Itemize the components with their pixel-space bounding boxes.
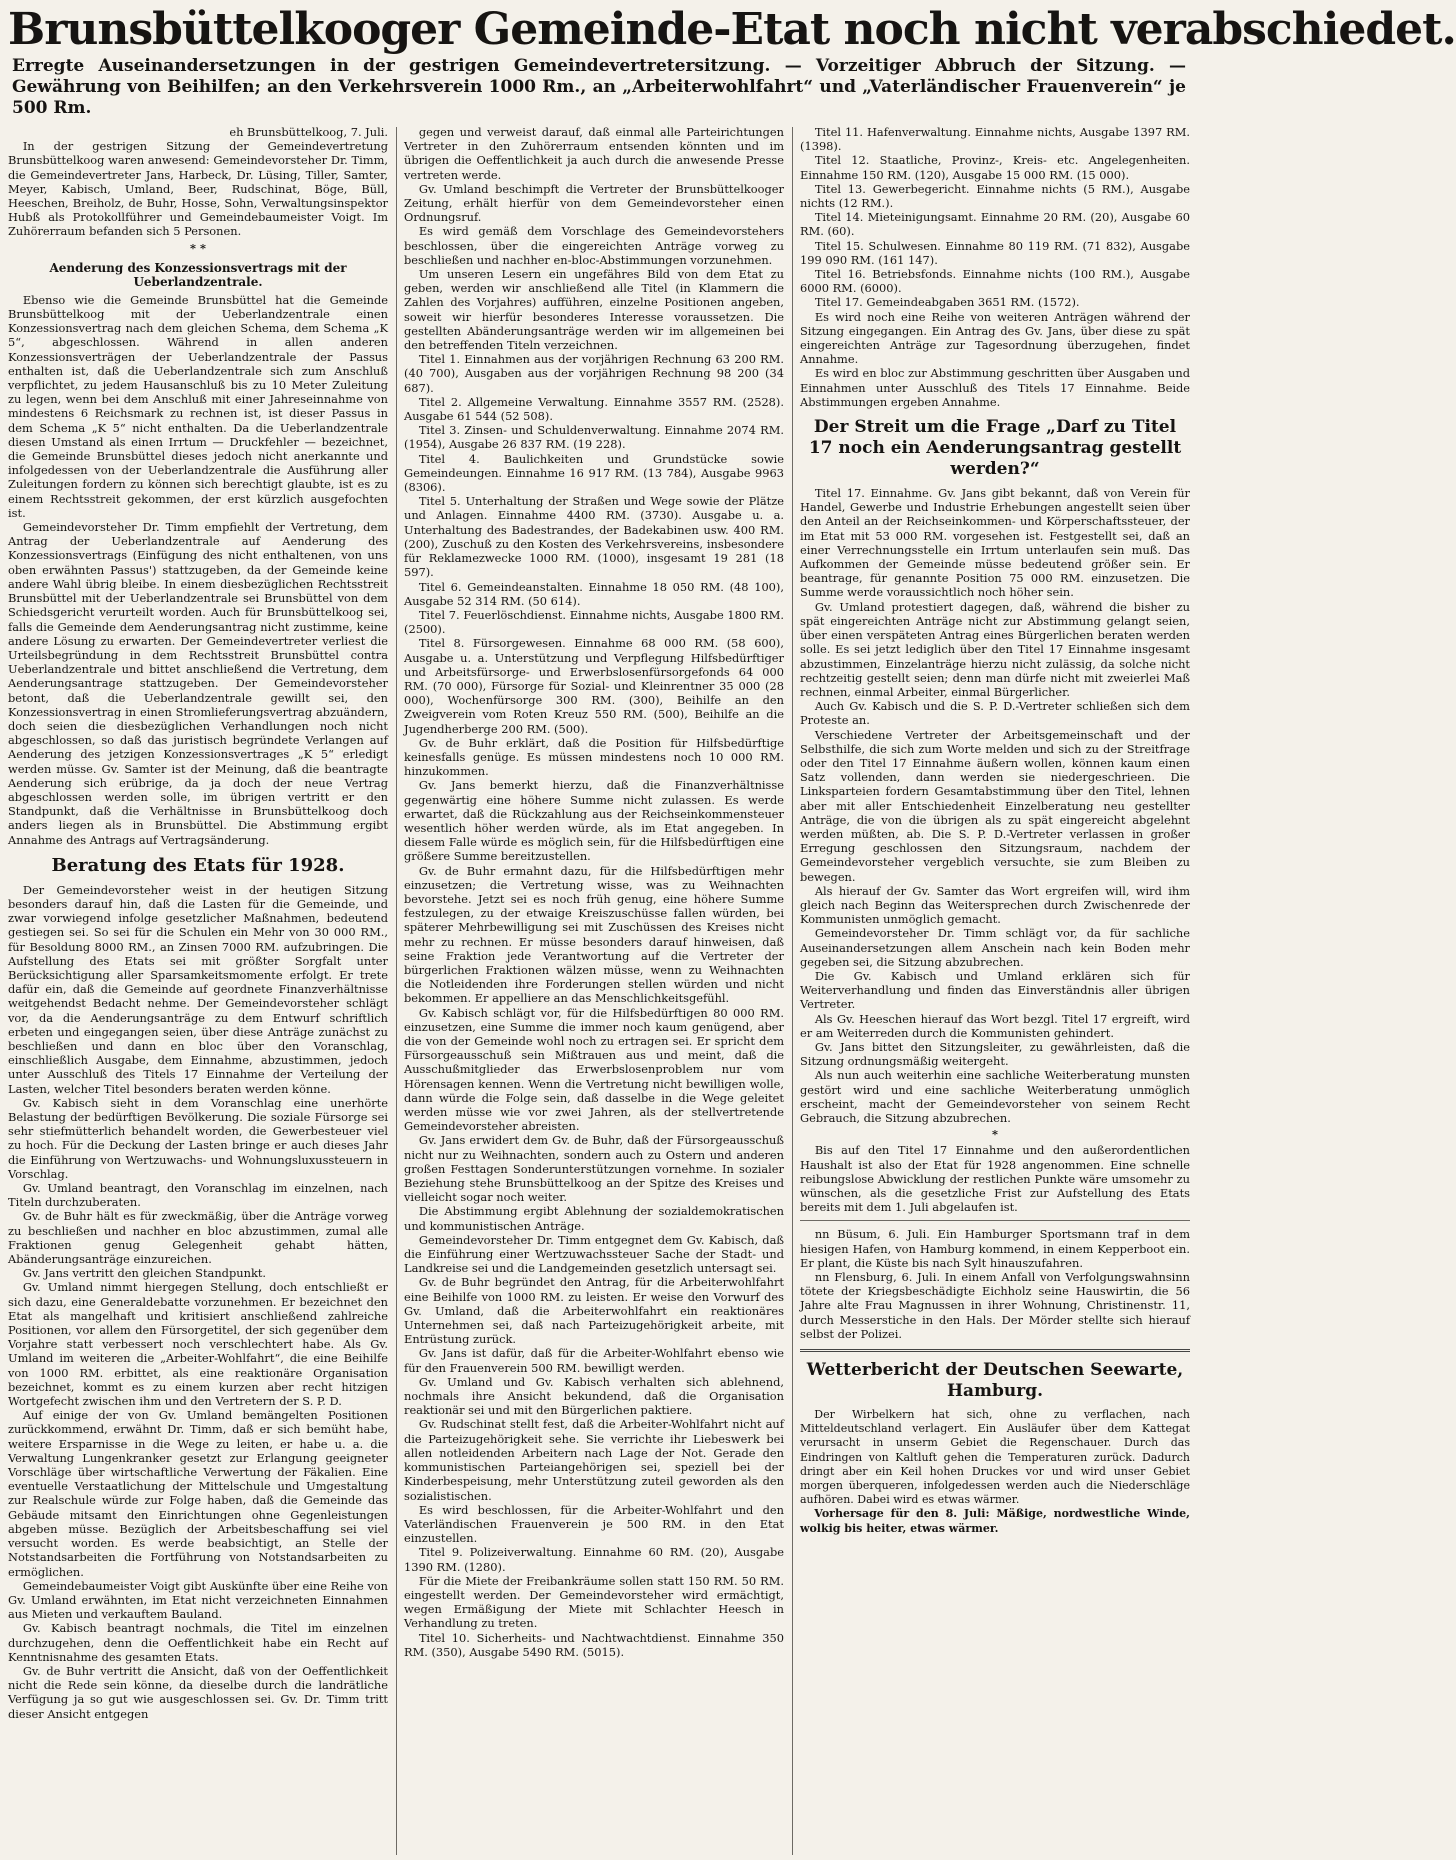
- paragraph: Gemeindevorsteher Dr. Timm schlägt vor, da für sachliche Auseinandersetzungen allem Anschein nach kein Boden mehr gegeben sei, die Sitzung abzubrechen.: [800, 926, 1190, 969]
- paragraph: Gv. Jans erwidert dem Gv. de Buhr, daß der Fürsorgeausschuß nicht nur zu Weihnachten, sondern auch zu Ostern und anderen großen Festtagen Sonderunterstützungen vornehme. In sozialer Beziehung stehe Brunsbüttelkoog an der Spitze des Kreises und vielleicht sogar noch weiter.: [404, 1133, 784, 1205]
- paragraph: Gv. Rudschinat stellt fest, daß die Arbeiter-Wohlfahrt nicht auf die Parteizugehörigkeit sehe. Sie verrichte ihr Liebeswerk bei allen notleidenden Arbeitern nach Lage der Not. Gerade den kommunistischen Parteiangehörigen sei, speziell bei der Kinderbespeisung, mehr Unterstützung zuteil geworden als den sozialistischen.: [404, 1417, 784, 1503]
- separator: [800, 1220, 1190, 1221]
- paragraph: Gv. Jans vertritt den gleichen Standpunkt.: [22, 1266, 267, 1281]
- paragraph: Gv. Kabisch sieht in dem Voranschlag eine unerhörte Belastung der bedürftigen Bevölkerung. Die soziale Fürsorge sei sehr stiefmütterlich behandelt worden, die Gewerbesteuer viel zu hoch. Für die Deckung der Lasten bringe er auch dieses Jahr die Einführung von Wertzuwachs- und Wohnungsluxussteuern in Vorschlag.: [8, 1095, 388, 1181]
- budget-title-item: Titel 4. Baulichkeiten und Grundstücke sowie Gemeindeungen. Einnahme 16 917 RM. (13 784), Ausgabe 9963 (8306).: [404, 451, 784, 495]
- section-title-dispute: Der Streit um die Frage „Darf zu Titel 17 noch ein Aenderungsantrag gestellt werden?“: [808, 417, 1182, 480]
- paragraph: gegen und verweist darauf, daß einmal alle Parteirichtungen Vertreter in den Zuhörerraum entsenden könnten und im übrigen die Oeffentlichkeit ja auch durch die anwesende Presse vertreten werde.: [404, 125, 784, 182]
- paragraph: Titel 17. Einnahme. Gv. Jans gibt bekannt, daß von Verein für Handel, Gewerbe und Industrie Erhebungen angestellt seien über den Anteil an der Reichseinkommen- und Körperschaftssteuer, der im Etat mit 53 000 RM. vorgesehen ist. Festgestellt sei, daß an einer Verrechnungsstelle ein Irrtum unterlaufen sein muß. Das Aufkommen der Gemeinde müsse bedeutend größer sein. Er beantrage, für genannte Position 75 000 RM. einzusetzen. Die Summe werde voraussichtlich noch höher sein.: [800, 486, 1190, 600]
- paragraph: Es wird en bloc zur Abstimmung geschritten über Ausgaben und Einnahmen unter Ausschluß des Titels 17 Einnahme. Beide Abstimmungen ergeben Annahme.: [800, 366, 1190, 409]
- column-rule: [396, 127, 397, 1855]
- weather-forecast: Vorhersage für den 8. Juli: Mäßige, nordwestliche Winde, wolkig bis heiter, etwas wärmer.: [800, 1507, 1190, 1535]
- paragraph: Gv. Jans ist dafür, daß für die Arbeiter-Wohlfahrt ebenso wie für den Frauenverein 500 RM. bewilligt werden.: [404, 1346, 784, 1375]
- paragraph: Gv. Umland protestiert dagegen, daß, während die bisher zu spät eingereichten Anträge nicht zur Abstimmung gelangt seien, über einen verspäteten Antrag eines Bürgerlichen beraten werden solle. Es sei jetzt lediglich über den Titel 17 Einnahme insgesamt abzustimmen, Einzelanträge hierzu nicht zulässig, da solche nicht rechtzeitig gestellt seien; denn man dürfe nicht mit zweierlei Maß rechnen, einmal Arbeiter, einmal Bürgerlicher.: [800, 599, 1190, 699]
- budget-title-item: Titel 1. Einnahmen aus der vorjährigen Rechnung 63 200 RM. (40 700), Ausgaben aus der vorjährigen Rechnung 98 200 (34 687).: [404, 352, 784, 395]
- paragraph: Gv. de Buhr ermahnt dazu, für die Hilfsbedürftigen mehr einzusetzen; die Vertretung wisse, was zu Weihnachten bevorstehe. Jetzt sei es noch früh genug, eine höhere Summe festzulegen, zu der etwaige Kreiszuschüsse fallen würden, bei späterer Mehrbewilligung sei mit Zuschüssen des Kreises nicht mehr zu rechnen. Er müsse besonders darauf hinweisen, daß seine Fraktion jede Verantwortung auf die Vertreter der bürgerlichen Fraktionen wälzen müsse, wenn zu Weihnachten die Notleidenden ihre Forderungen stellen würden und nicht bekommen. Er appelliere an das Menschlichkeitsgefühl.: [404, 863, 784, 1006]
- budget-title-item: Titel 14. Mieteinigungsamt. Einnahme 20 RM. (20), Ausgabe 60 RM. (60).: [800, 210, 1190, 239]
- paragraph: Gv. Umland beantragt, den Voranschlag im einzelnen, nach Titeln durchzuberaten.: [8, 1181, 388, 1210]
- paragraph: Gemeindebaumeister Voigt gibt Auskünfte über eine Reihe von Gv. Umland erwähnten, im Etat nicht verzeichneten Einnahmen aus Mieten und verkauftem Bauland.: [8, 1578, 388, 1622]
- budget-title-item: Titel 10. Sicherheits- und Nachtwachtdienst. Einnahme 350 RM. (350), Ausgabe 5490 RM. (5015).: [404, 1630, 784, 1659]
- budget-title-item: Titel 16. Betriebsfonds. Einnahme nichts (100 RM.), Ausgabe 6000 RM. (6000).: [800, 267, 1190, 296]
- weather-title: Wetterbericht der Deutschen Seewarte, Hamburg.: [806, 1360, 1184, 1402]
- paragraph: Gv. Jans bemerkt hierzu, daß die Finanzverhältnisse gegenwärtig eine höhere Summe nicht zulassen. Es werde erwartet, daß die Rückzahlung aus der Reichseinkommensteuer wesentlich höher werden würde, als im Etat angegeben. In diesem Falle würde es möglich sein, für die Hilfsbedürftigen eine größere Summe bereitzustellen.: [404, 778, 784, 864]
- paragraph: Gv. Jans bittet den Sitzungsleiter, zu gewährleisten, daß die Sitzung ordnungsmäßig weitergeht.: [800, 1039, 1190, 1069]
- paragraph: Für die Miete der Freibankräume sollen statt 150 RM. 50 RM. eingestellt werden. Der Gemeindevorsteher wird ermächtigt, wegen Ermäßigung der Miete mit Schlachter Heesch in Verhandlung zu treten.: [404, 1573, 784, 1631]
- section-title-concession: Aenderung des Konzessionsvertrags mit der Ueberlandzentrale.: [49, 260, 347, 289]
- column-1: [8, 125, 388, 1860]
- separator: [800, 1349, 1190, 1352]
- budget-title-item: Titel 3. Zinsen- und Schuldenverwaltung. Einnahme 2074 RM. (1954), Ausgabe 26 837 RM. (19 228).: [404, 423, 784, 452]
- paragraph: Gemeindevorsteher Dr. Timm entgegnet dem Gv. Kabisch, daß die Einführung einer Wertzuwachssteuer Sache der Stadt- und Landkreise sei und die Landgemeinden gesetzlich untersagt sei.: [404, 1232, 784, 1276]
- section-divider: * *: [190, 240, 206, 255]
- article-columns: [8, 125, 1190, 1860]
- paragraph: In der gestrigen Sitzung der Gemeindevertretung Brunsbüttelkoog waren anwesend: Gemeindevorsteher Dr. Timm, die Gemeindevertreter Jans, Harbeck, Dr. Lüsing, Tiller, Samter, Meyer, Kabisch, Umland, Beer, Rudschinat, Böge, Büll, Heeschen, Breiholz, de Buhr, Hosse, Sohn, Verwaltungsinspektor Hubß als Protokollführer und Gemeindebaumeister Voigt. Im Zuhörerraum befanden sich 5 Personen.: [8, 139, 388, 239]
- paragraph: Gv. de Buhr erklärt, daß die Position für Hilfsbedürftige keinesfalls genüge. Es müssen mindestens noch 10 000 RM. hinzukommen.: [404, 735, 784, 779]
- paragraph: Gv. de Buhr begründet den Antrag, für die Arbeiterwohlfahrt eine Beihilfe von 1000 RM. zu leisten. Er weise den Vorwurf des Gv. Umland, daß die Arbeiterwohlfahrt ein reaktionäres Unternehmen sei, daß nach Parteizugehörigkeit arbeite, mit Entrüstung zurück.: [404, 1275, 784, 1347]
- news-item-buesum: nn Büsum, 6. Juli. Ein Hamburger Sportsmann traf in dem hiesigen Hafen, von Hamburg kommend, in einem Kepperboot ein. Er plant, die Küste bis nach Sylt hinauszufahren.: [800, 1227, 1190, 1270]
- budget-title-item: Titel 13. Gewerbegericht. Einnahme nichts (5 RM.), Ausgabe nichts (12 RM.).: [800, 181, 1190, 211]
- paragraph: Gemeindevorsteher Dr. Timm empfiehlt der Vertretung, dem Antrag der Ueberlandzentrale auf Aenderung des Konzessionsvertrags (Einfügung des nicht enthaltenen, von uns oben erwähnten Passus') stattzugeben, da der Gemeinde keine andere Wahl übrig bleibe. In einem diesbezüglichen Rechtsstreit Brunsbüttel mit der Ueberlandzentrale sei Brunsbüttel von dem Schiedsgericht verurteilt worden. Auch für Brunsbüttelkoog sei, falls die Gemeinde dem Aenderungsantrag nicht zustimme, keine andere Lösung zu erwarten. Der Gemeindevertreter verliest die Urteilsbegründung in dem Rechtsstreit Brunsbüttel contra Ueberlandzentrale und bittet anschließend die Vertretung, dem Aenderungsantrage stattzugeben. Der Gemeindevorsteher betont, daß die Ueberlandzentrale gewillt sei, den Konzessionsvertrag in einen Stromlieferungsvertrag abzuändern, doch seien die diesbezüglichen Verhandlungen noch nicht abgeschlossen, so daß das juristisch begründete Verlangen auf Aenderung des jetzigen Konzessionsvertrages „K 5“ erledigt werden müsse. Gv. Samter ist der Meinung, daß die beantragte Aenderung sich erübrige, da ja doch der neue Vertrag abgeschlossen werden solle, im übrigen vertritt er den Standpunkt, daß die Verhältnisse in Brunsbüttelkoog doch anders liegen als in Brunsbüttel. Die Abstimmung ergibt Annahme des Antrags auf Vertragsänderung.: [8, 520, 388, 847]
- paragraph: Die Abstimmung ergibt Ablehnung der sozialdemokratischen und kommunistischen Anträge.: [404, 1204, 784, 1233]
- budget-title-item: Titel 5. Unterhaltung der Straßen und Wege sowie der Plätze und Anlagen. Einnahme 4400 RM. (3730). Ausgabe u. a. Unterhaltung des Badestrandes, der Badekabinen usw. 400 RM. (200), Zuschuß zu den Kosten des Verkehrsvereins, insbesondere für Reklamezwecke 1000 RM. (1000), insgesamt 19 281 (18 597).: [404, 494, 784, 580]
- news-item-flensburg: nn Flensburg, 6. Juli. In einem Anfall von Verfolgungswahnsinn tötete der Kriegsbeschädigte Eichholz seine Hauswirtin, die 56 Jahre alte Frau Magnussen in ihrer Wohnung, Christinenstr. 11, durch Messerstiche in den Hals. Der Mörder stellte sich hierauf selbst der Polizei.: [800, 1270, 1190, 1341]
- column-3: [800, 125, 1190, 1860]
- dateline: eh Brunsbüttelkoog, 7. Juli.: [229, 125, 388, 139]
- paragraph: Gv. de Buhr vertritt die Ansicht, daß von der Oeffentlichkeit nicht die Rede sein könne, da dieselbe durch die landrätliche Verfügung ja so gut wie ausgeschlossen sei. Gv. Dr. Timm tritt dieser Ansicht entgegen: [8, 1663, 388, 1721]
- paragraph: Um unseren Lesern ein ungefähres Bild von dem Etat zu geben, werden wir anschließend alle Titel (in Klammern die Zahlen des Vorjahres) aufführen, einzelne Positionen angeben, soweit wir hierfür besonderes Interesse voraussetzen. Die gestellten Abänderungsanträge werden wir im allgemeinen bei den betreffenden Titeln verzeichnen.: [404, 267, 784, 353]
- budget-title-item: Titel 2. Allgemeine Verwaltung. Einnahme 3557 RM. (2528). Ausgabe 61 544 (52 508).: [404, 394, 784, 424]
- paragraph: Als hierauf der Gv. Samter das Wort ergreifen will, wird ihm gleich nach Beginn das Weitersprechen durch Zwischenrede der Kommunisten unmöglich gemacht.: [800, 883, 1190, 927]
- paragraph: Gv. Umland und Gv. Kabisch verhalten sich ablehnend, nochmals ihre Ansicht bekundend, daß die Organisation reaktionär sei und mit den Bürgerlichen paktiere.: [404, 1374, 784, 1418]
- budget-title-item: Titel 7. Feuerlöschdienst. Einnahme nichts, Ausgabe 1800 RM. (2500).: [404, 607, 784, 637]
- paragraph: Der Gemeindevorsteher weist in der heutigen Sitzung besonders darauf hin, daß die Lasten für die Gemeinde, und zwar vorwiegend infolge gesetzlicher Maßnahmen, bedeutend gestiegen sei. So sei für die Schulen ein Mehr von 30 000 RM., für Besoldung 8000 RM., an Zinsen 7000 RM. aufzubringen. Die Aufstellung des Etats sei mit größter Sorgfalt unter Berücksichtigung aller Sparsamkeitsmomente erfolgt. Er trete dafür ein, daß die Gemeinde auf geordnete Finanzverhältnisse weitgehendst Bedacht nehme. Der Gemeindevorsteher schlägt vor, da die Aenderungsanträge zu dem Entwurf schriftlich erbeten und eingegangen seien, über diese Anträge zunächst zu beschließen und dann en bloc über den Voranschlag, einschließlich Ausgabe, dem Einnahme, abzustimmen, jedoch unter Ausschluß des Titels 17 Einnahme der Verteilung der Lasten, welcher Titel besonders beraten werden könne.: [8, 882, 388, 1096]
- paragraph: Als Gv. Heeschen hierauf das Wort bezgl. Titel 17 ergreift, wird er am Weiterreden durch die Kommunisten gehindert.: [800, 1011, 1190, 1040]
- paragraph: Gv. Umland nimmt hiergegen Stellung, doch entschließt er sich dazu, eine Generaldebatte vorzunehmen. Er bezeichnet den Etat als mangelhaft und kritisiert anschließend zahlreiche Positionen, vor allem den Fürsorgetitel, der sich gegenüber dem Vorjahre statt verbessert noch verschlechtert habe. Als Gv. Umland im weiteren die „Arbeiter-Wohlfahrt“, die eine Beihilfe von 1000 RM. erbittet, als eine reaktionäre Organisation bezeichnet, kommt es zu einem kurzen aber recht hitzigen Wortgefecht zwischen ihm und den Vertretern der S. P. D.: [8, 1280, 388, 1409]
- paragraph: Es wird gemäß dem Vorschlage des Gemeindevorstehers beschlossen, über die eingereichten Anträge vorweg zu beschließen und nachher en-bloc-Abstimmungen vorzunehmen.: [404, 224, 784, 267]
- headline: Brunsbüttelkooger Gemeinde-Etat noch nicht verabschiedet.: [8, 4, 1456, 55]
- news-briefs: [800, 1227, 1190, 1341]
- weather-body: Der Wirbelkern hat sich, ohne zu verflachen, nach Mitteldeutschland verlagert. Ein Ausläufer über dem Kattegat verursacht in unserm Gebiet die Regenschauer. Durch das Eindringen von Kaltluft gehen die Temperaturen zurück. Dadurch dringt aber ein Keil hohen Druckes vor und wird unser Gebiet morgen überqueren, infolgedessen werden auch die Niederschläge aufhören. Dabei wird es etwas wärmer.: [800, 1408, 1190, 1507]
- paragraph: Es wird noch eine Reihe von weiteren Anträgen während der Sitzung eingegangen. Ein Antrag des Gv. Jans, über diese zu spät eingereichten Anträge zur Tagesordnung überzugehen, findet Annahme.: [800, 309, 1190, 367]
- paragraph: Verschiedene Vertreter der Arbeitsgemeinschaft und der Selbsthilfe, die sich zum Worte melden und sich zu der Streitfrage oder den Titel 17 Einnahme äußern wollen, können kaum einen Satz vollenden, dann werden sie niedergeschrieen. Die Linksparteien fordern Gesamtabstimmung über den Titel, lehnen aber mit aller Entschiedenheit Einzelberatung neu gestellter Anträge, die von die übrigen als zu spät eingereicht abgelehnt werden müßten, ab. Die S. P. D.-Vertreter verlassen in großer Erregung geschlossen den Sitzungsraum, nachdem der Gemeindevorsteher vergeblich versuchte, sie zum Bleiben zu bewegen.: [800, 727, 1190, 884]
- budget-title-item: Titel 6. Gemeindeanstalten. Einnahme 18 050 RM. (48 100), Ausgabe 52 314 RM. (50 614).: [404, 579, 784, 608]
- paragraph: Es wird beschlossen, für die Arbeiter-Wohlfahrt und den Vaterländischen Frauenverein je 500 RM. in den Etat einzustellen.: [404, 1502, 784, 1546]
- paragraph: Gv. Kabisch beantragt nochmals, die Titel im einzelnen durchzugehen, denn die Oeffentlichkeit habe ein Recht auf Kenntnisnahme des gesamten Etats.: [8, 1621, 388, 1664]
- paragraph: Die Gv. Kabisch und Umland erklären sich für Weiterverhandlung und finden das Einverständnis aller übrigen Vertreter.: [800, 968, 1190, 1012]
- section-title-budget: Beratung des Etats für 1928.: [51, 854, 345, 876]
- weather-report: [800, 1360, 1190, 1536]
- budget-title-item: Titel 15. Schulwesen. Einnahme 80 119 RM. (71 832), Ausgabe 199 090 RM. (161 147).: [800, 238, 1190, 267]
- subheadline: Erregte Auseinandersetzungen in der gestrigen Gemeindevertretersitzung. — Vorzeitiger Abbruch der Sitzung. — Gewährung von Beihilfen; an den Verkehrsverein 1000 Rm., an „Arbeiterwohlfahrt“ und „Vaterländischer Frauenverein“ je 500 Rm.: [12, 56, 1186, 118]
- paragraph: Gv. Umland beschimpft die Vertreter der Brunsbüttelkooger Zeitung, erhält hierfür von dem Gemeindevorsteher einen Ordnungsruf.: [404, 181, 784, 225]
- paragraph: Auch Gv. Kabisch und die S. P. D.-Vertreter schließen sich dem Proteste an.: [800, 699, 1190, 728]
- paragraph: Bis auf den Titel 17 Einnahme und den außerordentlichen Haushalt ist also der Etat für 1928 angenommen. Eine schnelle reibungslose Abwicklung der restlichen Punkte wäre umsomehr zu wünschen, als die gesetzliche Frist zur Aufstellung des Etats bereits mit dem 1. Juli abgelaufen ist.: [800, 1143, 1190, 1215]
- section-divider: *: [992, 1127, 998, 1142]
- paragraph: Als nun auch weiterhin eine sachliche Weiterberatung munsten gestört wird und eine sachliche Weiterberatung unmöglich erscheint, macht der Gemeindevorsteher von seinem Recht Gebrauch, die Sitzung abzubrechen.: [800, 1068, 1190, 1125]
- budget-title-item: Titel 12. Staatliche, Provinz-, Kreis- etc. Angelegenheiten. Einnahme 150 RM. (120), Ausgabe 15 000 RM. (15 000).: [800, 153, 1190, 182]
- paragraph: Gv. de Buhr hält es für zweckmäßig, über die Anträge vorweg zu beschließen und nachher en bloc abzustimmen, zumal alle Fraktionen genug Gelegenheit gehabt hätten, Abänderungsanträge einzureichen.: [8, 1209, 388, 1267]
- column-2: [404, 125, 784, 1860]
- column-rule: [792, 127, 793, 1855]
- budget-title-item: Titel 8. Fürsorgewesen. Einnahme 68 000 RM. (58 600), Ausgabe u. a. Unterstützung und Verpflegung Hilfsbedürftiger und Arbeitsfürsorge- und Erwerbslosenfürsorgefonds 64 000 RM. (70 000), Fürsorge für Sozial- und Kleinrentner 35 000 (28 000), Wochenfürsorge 300 RM. (300), Beihilfe an den Zweigverein vom Roten Kreuz 550 RM. (500), Beihilfe an die Jugendherberge 200 RM. (500).: [404, 636, 784, 736]
- paragraph: Gv. Kabisch schlägt vor, für die Hilfsbedürftigen 80 000 RM. einzusetzen, eine Summe die immer noch kaum genügend, aber die von der Gemeinde wohl noch zu ertragen sei. Er spricht dem Fürsorgeausschuß sein Mißtrauen aus und meint, daß die Ausschußmitglieder das Erwerbslosenproblem nur vom Hörensagen kennen. Wenn die Vertretung nicht bewilligen wolle, dann würde die Folge sein, daß dasselbe in die Wege geleitet werden müsse wie vor zwei Jahren, als der stellvertretende Gemeindevorsteher abreisten.: [404, 1005, 784, 1134]
- paragraph: Ebenso wie die Gemeinde Brunsbüttel hat die Gemeinde Brunsbüttelkoog mit der Ueberlandzentrale einen Konzessionsvertrag nach dem gleichen Schema, dem Schema „K 5“, abgeschlossen. Während in allen anderen Konzessionsverträgen der Ueberlandzentrale der Passus enthalten ist, daß die Ueberlandzentrale sich zum Anschluß verpflichtet, zu jedem Hausanschluß bis zu 10 Meter Zuleitung zu legen, wenn bei dem Anschluß mit einer Jahreseinnahme von mindestens 6 Reichsmark zu rechnen ist, ist dieser Passus in dem Schema „K 5“ nicht enthalten. Da die Ueberlandzentrale diesen Umstand als einen Irrtum — Druckfehler — bezeichnet, die Gemeinde Brunsbüttel dieses jedoch nicht anerkannte und infolgedessen von der Ueberlandzentrale die Ausführung aller Zuleitungen fordern zu können sich berechtigt glaubte, ist es zu einem Rechtsstreit gekommen, der erst kürzlich ausgefochten ist.: [8, 292, 388, 520]
- budget-title-item: Titel 9. Polizeiverwaltung. Einnahme 60 RM. (20), Ausgabe 1390 RM. (1280).: [404, 1545, 784, 1574]
- budget-title-item: Titel 11. Hafenverwaltung. Einnahme nichts, Ausgabe 1397 RM. (1398).: [800, 125, 1190, 154]
- paragraph: Auf einige der von Gv. Umland bemängelten Positionen zurückkommend, erwähnt Dr. Timm, daß er sich bemüht habe, weitere Ersparnisse in die Wege zu leiten, er habe u. a. die Verwaltung Lungenkranker gesetzt zur Erlangung geeigneter Vorschläge über wirtschaftliche Verwertung der Fäkalien. Eine eventuelle Verstaatlichung der Mittelschule und Umgestaltung zur Realschule würde zur Folge haben, daß die Gemeinde das Gebäude mitsamt den Einrichtungen ohne Gegenleistungen abgeben müsse. Bezüglich der Arbeitsbeschaffung sei viel versucht worden. Es werde beabsichtigt, an Stelle der Notstandsarbeiten die Fortführung von Notstandsarbeiten zu ermöglichen.: [8, 1408, 388, 1579]
- budget-title-item: Titel 17. Gemeindeabgaben 3651 RM. (1572).: [814, 295, 1080, 310]
